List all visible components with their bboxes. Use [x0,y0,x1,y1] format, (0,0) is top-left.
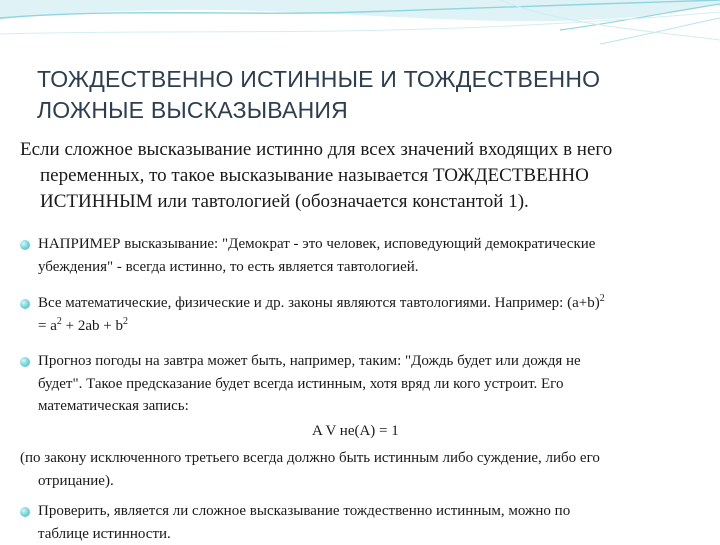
intro-line-3: ИСТИННЫМ или тавтологией (обозначается константой 1). [20,189,710,215]
bullet-line-2: таблице истинности. [20,523,710,545]
slide-title [37,64,677,126]
intro-line-1: Если сложное высказывание истинно для всех значений входящих в него [20,137,710,163]
bullet-example [20,233,710,278]
bullet-math-laws [20,292,710,337]
bullet-line-1: Проверить, является ли сложное высказывание тождественно истинным, можно по [20,500,710,523]
intro-paragraph [20,137,710,215]
bullet-line-1: Все математические, физические и др. законы являются тавтологиями. Например: $(a+b)^2$ [20,292,710,315]
slide-title-line-2: ЛОЖНЫЕ ВЫСКАЗЫВАНИЯ [37,95,677,126]
bullet-line-2: убеждения" - всегда истинно, то есть является тавтологией. [20,256,710,279]
bullet-truth-table [20,500,710,545]
bullet-line-2: = $a^2 + 2ab + b^2$ [20,315,710,338]
excluded-middle-note [20,447,710,492]
note-line-2: отрицание). [20,470,710,493]
bullet-line-1: Прогноз погоды на завтра может быть, например, таким: "Дождь будет или дождя не [20,350,710,373]
bullet-marker [20,507,30,517]
bullet-weather-forecast [20,350,710,418]
bullet-line-3: математическая запись: [20,395,710,418]
bullet-line-1: НАПРИМЕР высказывание: "Демократ - это человек, исповедующий демократические [20,233,710,256]
bullet-marker [20,240,30,250]
formula: A V не(A) = 1 [312,420,399,442]
bullet-line-2: будет". Такое предсказание будет всегда истинным, хотя вряд ли кого устроит. Его [20,373,710,396]
note-line-1: (по закону исключенного третьего всегда должно быть истинным либо суждение, либо его [20,447,710,470]
intro-line-2: переменных, то такое высказывание называется ТОЖДЕСТВЕННО [20,163,710,189]
bullet-marker [20,357,30,367]
bullet-marker [20,299,30,309]
slide-title-line-1: ТОЖДЕСТВЕННО ИСТИННЫЕ И ТОЖДЕСТВЕННО [37,64,677,95]
